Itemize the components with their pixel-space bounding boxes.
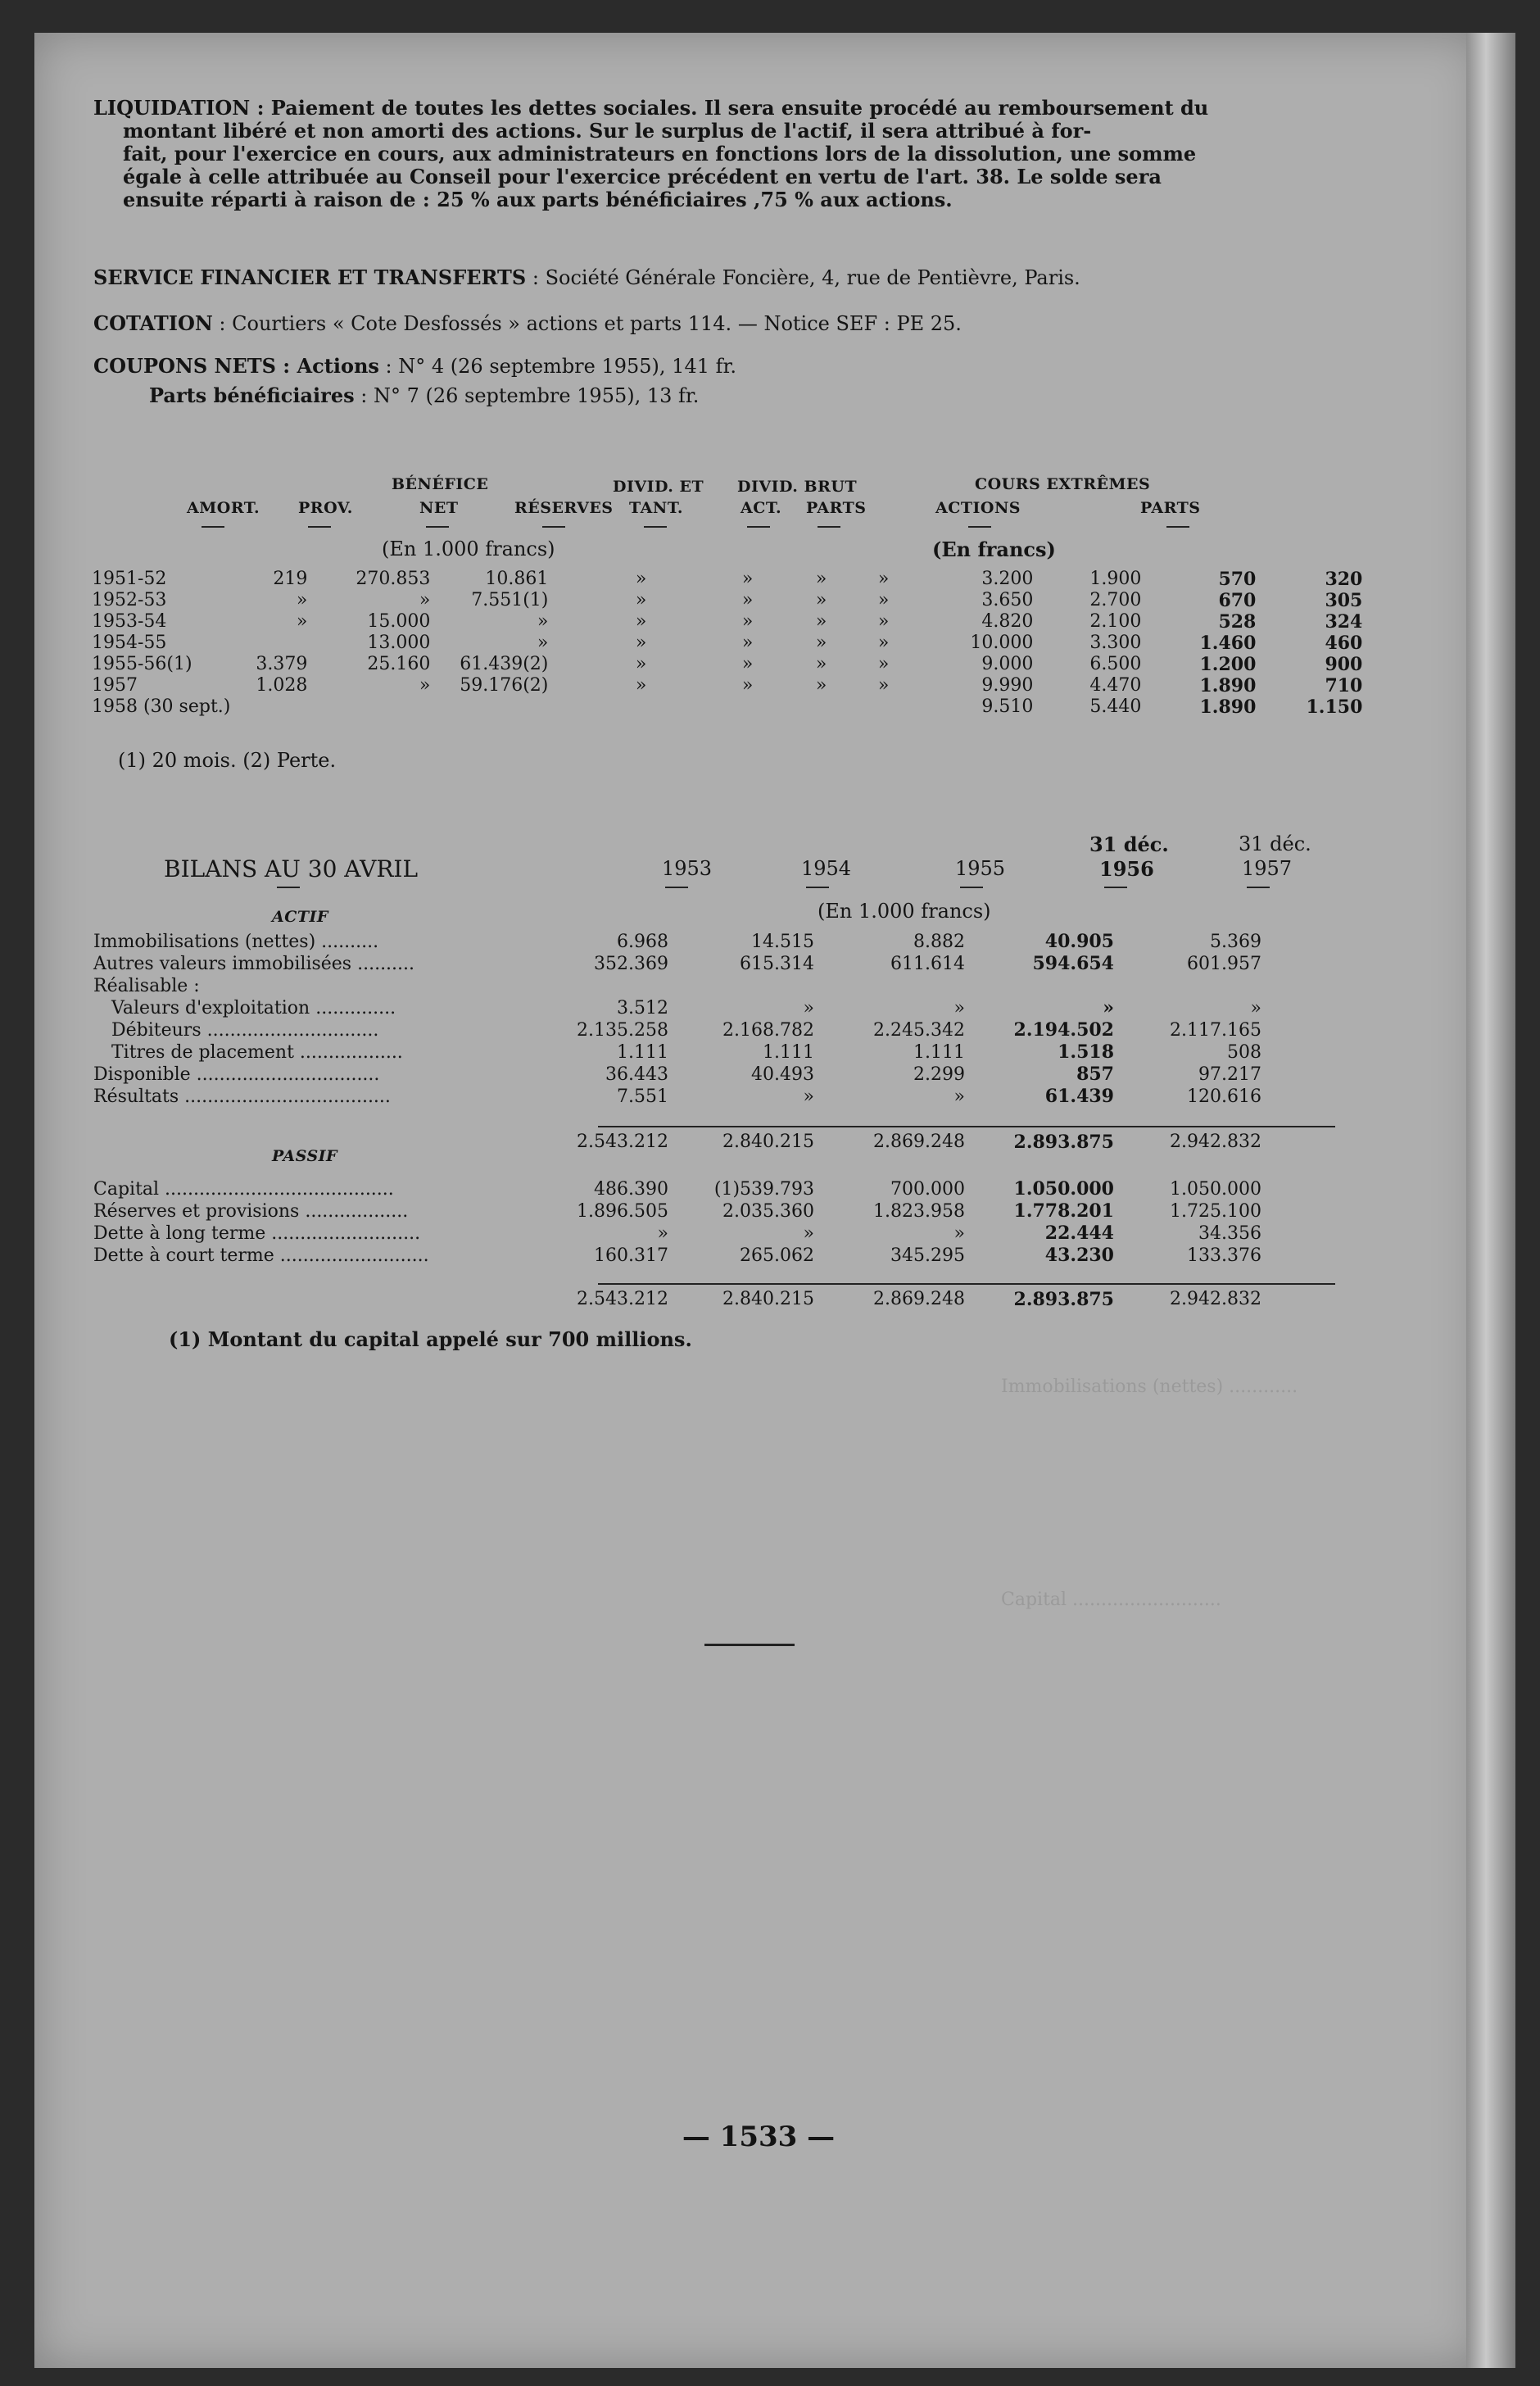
table-cell [548, 696, 646, 718]
table-row [92, 569, 1362, 590]
table-cell: » [635, 611, 647, 632]
table-cell: » [815, 611, 827, 632]
hdr-benefice-bottom: NET [419, 499, 459, 517]
service-line [93, 265, 1080, 289]
table-cell [814, 975, 965, 997]
liquidation-line: égale à celle attribuée au Conseil pour l'exercice précédent en vertu de l'art. 38. Le solde sera [123, 165, 1162, 188]
hdr-brut-parts: PARTS [806, 499, 867, 517]
table-cell: 3.200 [981, 569, 1034, 589]
table-cell: 2.700 [1089, 590, 1142, 610]
table-cell: 1.518 [1058, 1041, 1114, 1063]
passif-total-row [93, 1288, 1261, 1311]
total-cell: 2.942.832 [1170, 1289, 1261, 1309]
table-cell: 59.176(2) [460, 675, 549, 696]
table-row [92, 654, 1362, 675]
table-cell: » [537, 633, 549, 653]
table-cell: 611.614 [890, 954, 965, 974]
table-cell: 594.654 [1032, 953, 1114, 974]
row-label: Réalisable : [93, 976, 200, 996]
table-cell: 43.230 [1044, 1245, 1114, 1266]
table-cell: 22.444 [1044, 1222, 1114, 1244]
table-row [92, 633, 1362, 654]
total-cell: 2.840.215 [722, 1132, 814, 1152]
table-cell: » [1250, 998, 1261, 1018]
row-year: 1958 (30 sept.) [92, 696, 231, 717]
total-cell: 2.893.875 [1013, 1289, 1114, 1310]
prefix-1957: 31 déc. [1239, 832, 1311, 855]
table-cell: » [815, 654, 827, 674]
table-cell: » [635, 654, 647, 674]
table-cell: » [815, 675, 827, 696]
table-cell: 97.217 [1198, 1064, 1261, 1085]
coupons-line-2 [149, 383, 699, 407]
table-cell: 40.493 [751, 1064, 814, 1085]
table-cell: 1.111 [763, 1042, 814, 1063]
table-cell: 219 [273, 569, 308, 589]
table-cell: » [537, 611, 549, 632]
liquidation-line: fait, pour l'exercice en cours, aux administrateurs en fonctions lors de la dissolution, une somme [123, 142, 1197, 166]
table-row [92, 675, 1362, 696]
book-spine [1466, 33, 1515, 2368]
table-cell: 710 [1325, 675, 1363, 696]
table-cell: » [419, 675, 431, 696]
table-cell [753, 696, 827, 718]
table-cell [965, 975, 1114, 997]
year-1957: 1957 [1242, 857, 1293, 880]
table-cell: 2.135.258 [577, 1020, 668, 1041]
row-label: Titres de placement .................. [111, 1042, 403, 1063]
passif-rule [598, 1283, 1335, 1285]
table-cell: 8.882 [913, 932, 965, 952]
total-cell: 2.543.212 [577, 1132, 668, 1152]
table-cell: 508 [1227, 1042, 1261, 1063]
actif-title: ACTIF [272, 908, 328, 926]
hdr-brut-act: ACT. [741, 499, 782, 517]
cotation-line [93, 311, 962, 335]
table-cell: 1.111 [617, 1042, 668, 1063]
table-cell: » [741, 590, 754, 610]
balance-title: BILANS AU 30 AVRIL [164, 855, 419, 882]
table-cell: (1)539.793 [713, 1179, 814, 1200]
table-cell: » [1103, 997, 1114, 1018]
table-row [92, 590, 1362, 611]
table-cell [307, 696, 430, 718]
table-cell: » [815, 569, 827, 589]
table-row [93, 1200, 1261, 1222]
coupons-actions-label: : Actions [275, 354, 379, 378]
table-cell: 857 [1076, 1064, 1114, 1085]
document-page [34, 33, 1483, 2368]
table-cell: » [877, 654, 890, 674]
unit-left: (En 1.000 francs) [382, 538, 555, 560]
table-cell: 1.823.958 [873, 1201, 965, 1222]
table-cell: 7.551(1) [471, 590, 549, 610]
table-cell: » [657, 1223, 668, 1244]
passif-table [93, 1178, 1261, 1267]
table-cell: » [803, 1086, 814, 1107]
coupons-line-1 [93, 354, 736, 378]
hdr-cours-parts: PARTS [1140, 499, 1201, 517]
row-label: Débiteurs .............................. [111, 1020, 379, 1041]
table-row [92, 696, 1362, 718]
actif-total-row [93, 1131, 1261, 1154]
year-1953: 1953 [662, 857, 713, 880]
hdr-amort: AMORT. [187, 499, 260, 517]
table-row [93, 1064, 1261, 1086]
table-cell [230, 696, 307, 718]
table-cell: 352.369 [594, 954, 668, 974]
hdr-reserves: RÉSERVES [514, 499, 614, 517]
table-cell: 6.500 [1089, 654, 1142, 674]
row-label: Autres valeurs immobilisées .......... [93, 954, 415, 974]
table-cell: 9.990 [981, 675, 1034, 696]
hdr-cours-actions: ACTIONS [935, 499, 1021, 517]
table-cell: 1.778.201 [1013, 1200, 1114, 1222]
table-cell [552, 975, 668, 997]
table-cell: 13.000 [367, 633, 431, 653]
balance-dashes [34, 887, 1483, 890]
row-label: Capital ........................................ [93, 1179, 394, 1200]
table-cell: » [877, 611, 890, 632]
table-cell: 1.150 [1306, 696, 1363, 718]
table-cell: » [741, 633, 754, 653]
table-cell: 1.900 [1089, 569, 1142, 589]
table-cell [668, 975, 814, 997]
table-row [93, 1086, 1261, 1108]
section-divider [704, 1644, 795, 1646]
row-label: Valeurs d'exploitation .............. [111, 998, 396, 1018]
table-cell: 160.317 [594, 1245, 668, 1266]
row-year: 1957 [92, 675, 138, 696]
cotation-heading: COTATION [93, 311, 213, 335]
table-cell: » [815, 590, 827, 610]
table-cell: 2.117.165 [1170, 1020, 1261, 1041]
row-label: Immobilisations (nettes) .......... [93, 932, 379, 952]
table-cell: 5.440 [1089, 696, 1142, 717]
table-cell: » [635, 633, 647, 653]
table-cell: 10.861 [485, 569, 549, 589]
table-cell: 2.100 [1089, 611, 1142, 632]
table-cell: » [741, 654, 754, 674]
table-cell: 34.356 [1198, 1223, 1261, 1244]
prefix-1956: 31 déc. [1089, 832, 1169, 856]
service-heading: SERVICE FINANCIER ET TRANSFERTS [93, 265, 527, 289]
hdr-cours-top: COURS EXTRÊMES [975, 475, 1151, 493]
total-label [93, 1288, 552, 1311]
table-cell: 61.439(2) [460, 654, 549, 674]
table-cell: 320 [1325, 569, 1363, 590]
table-cell: » [741, 569, 754, 589]
table-cell: 1.725.100 [1170, 1201, 1261, 1222]
table-cell: 1.200 [1199, 654, 1257, 675]
table-row [93, 997, 1261, 1019]
table-row [92, 611, 1362, 633]
total-cell: 2.942.832 [1170, 1132, 1261, 1152]
table-cell [1114, 975, 1261, 997]
table-cell: 120.616 [1187, 1086, 1261, 1107]
table-cell: » [635, 590, 647, 610]
actif-table [93, 931, 1261, 1108]
table-cell: 9.510 [981, 696, 1034, 717]
table-cell: » [877, 675, 890, 696]
table-cell: 324 [1325, 611, 1363, 633]
coupons-parts-text: : N° 7 (26 septembre 1955), 13 fr. [354, 384, 700, 407]
table-cell: » [296, 611, 308, 632]
table-cell [827, 696, 889, 718]
row-label: Résultats .................................... [93, 1086, 391, 1107]
table-cell: 265.062 [740, 1245, 814, 1266]
actif-rule [598, 1126, 1335, 1127]
coupons-parts-label: Parts bénéficiaires [149, 383, 355, 407]
hdr-divid-bottom: TANT. [629, 499, 684, 517]
table-cell: » [419, 590, 431, 610]
table-cell: 1.050.000 [1013, 1178, 1114, 1200]
table-cell: » [877, 633, 890, 653]
table-cell: 3.300 [1089, 633, 1142, 653]
table-cell: 1.460 [1199, 633, 1257, 654]
table-cell: 1.890 [1199, 696, 1257, 718]
show-through: Capital .......................... [1001, 1590, 1221, 1610]
table-cell: » [296, 590, 308, 610]
table-cell: 2.299 [913, 1064, 965, 1085]
table-cell: 5.369 [1210, 932, 1261, 952]
table-cell: 900 [1325, 654, 1363, 675]
table-cell: 133.376 [1187, 1245, 1261, 1266]
liquidation-line: : Paiement de toutes les dettes sociales. Il sera ensuite procédé au remboursement du [250, 96, 1209, 120]
table-cell: 14.515 [751, 932, 814, 952]
table-cell: » [741, 611, 754, 632]
table-cell: » [953, 1086, 965, 1107]
table-cell: 2.245.342 [873, 1020, 965, 1041]
show-through: Immobilisations (nettes) ............ [1001, 1377, 1298, 1397]
table-cell: » [877, 590, 890, 610]
table-cell [230, 633, 307, 654]
row-year: 1955-56(1) [92, 654, 192, 674]
hdr-brut-top: DIVID. BRUT [737, 478, 858, 496]
year-1954: 1954 [801, 857, 852, 880]
total-cell: 2.543.212 [577, 1289, 668, 1309]
table-cell: 61.439 [1044, 1086, 1114, 1107]
cotation-text: : Courtiers « Cote Desfossés » actions et parts 114. — Notice SEF : PE 25. [212, 312, 962, 335]
table-cell: 1.028 [256, 675, 308, 696]
table-cell: 460 [1325, 633, 1363, 654]
table-cell: 9.000 [981, 654, 1034, 674]
table-cell: 4.820 [981, 611, 1034, 632]
table-cell: 2.035.360 [722, 1201, 814, 1222]
total-cell: 2.869.248 [873, 1132, 965, 1152]
table-cell: 25.160 [367, 654, 431, 674]
table-row [93, 1245, 1261, 1267]
table-cell: 6.968 [617, 932, 668, 952]
table-cell: » [877, 569, 890, 589]
balance-footnote: (1) Montant du capital appelé sur 700 millions. [169, 1327, 692, 1351]
table-cell: 3.379 [256, 654, 308, 674]
total-row [93, 1288, 1261, 1311]
table-row [93, 1178, 1261, 1200]
liquidation-paragraph [93, 97, 1368, 211]
row-year: 1952-53 [92, 590, 167, 610]
table-cell: 486.390 [594, 1179, 668, 1200]
table-cell: 1.111 [913, 1042, 965, 1063]
table-row [93, 1019, 1261, 1041]
coupons-actions-text: : N° 4 (26 septembre 1955), 141 fr. [378, 355, 736, 378]
page-number: — 1533 — [682, 2121, 836, 2153]
table-cell [646, 696, 753, 718]
passif-title: PASSIF [272, 1147, 338, 1165]
year-1956: 1956 [1099, 857, 1154, 881]
row-label: Réserves et provisions .................. [93, 1201, 409, 1222]
row-label: Dette à court terme .......................... [93, 1245, 429, 1266]
results-table [92, 569, 1362, 718]
table-cell: 7.551 [617, 1086, 668, 1107]
table-cell: 615.314 [740, 954, 814, 974]
table-cell: » [953, 1223, 965, 1244]
table-cell: 36.443 [605, 1064, 668, 1085]
table-cell: 570 [1218, 569, 1257, 590]
row-year: 1954-55 [92, 633, 167, 653]
table-cell: 2.168.782 [722, 1020, 814, 1041]
row-year: 1951-52 [92, 569, 167, 589]
row-label: Dette à long terme .......................... [93, 1223, 421, 1244]
table-cell: 3.512 [617, 998, 668, 1018]
table-cell: 15.000 [367, 611, 431, 632]
liquidation-line: montant libéré et non amorti des actions. Sur le surplus de l'actif, il sera attribué à for- [123, 119, 1092, 143]
liquidation-heading: LIQUIDATION [93, 96, 251, 120]
total-row [93, 1131, 1261, 1154]
table-cell: 40.905 [1044, 931, 1114, 952]
total-cell: 2.840.215 [722, 1289, 814, 1309]
table-row [93, 975, 1261, 997]
table-row [93, 953, 1261, 975]
table-cell: 1.050.000 [1170, 1179, 1261, 1200]
table-cell: 270.853 [356, 569, 431, 589]
results-footnote: (1) 20 mois. (2) Perte. [118, 749, 337, 772]
total-cell: 2.869.248 [873, 1289, 965, 1309]
liquidation-line: ensuite réparti à raison de : 25 % aux parts bénéficiaires ,75 % aux actions. [123, 188, 953, 211]
hdr-prov: PROV. [298, 499, 353, 517]
hdr-divid-top: DIVID. ET [613, 478, 704, 496]
table-cell: 1.890 [1199, 675, 1257, 696]
table-cell [430, 696, 548, 718]
balance-unit: (En 1.000 francs) [818, 900, 991, 923]
table-cell: 670 [1218, 590, 1257, 611]
table-cell: 1.896.505 [577, 1201, 668, 1222]
hdr-benefice-top: BÉNÉFICE [392, 475, 489, 493]
table-cell: 2.194.502 [1013, 1019, 1114, 1041]
coupons-heading: COUPONS NETS [93, 354, 276, 378]
table-cell: 700.000 [890, 1179, 965, 1200]
table-cell: 528 [1218, 611, 1257, 633]
table-cell: 345.295 [890, 1245, 965, 1266]
table-cell: » [635, 569, 647, 589]
table-cell: 601.957 [1187, 954, 1261, 974]
year-1955: 1955 [955, 857, 1006, 880]
total-cell: 2.893.875 [1013, 1132, 1114, 1153]
service-text: : Société Générale Foncière, 4, rue de Pentièvre, Paris. [526, 266, 1080, 289]
table-cell: » [953, 998, 965, 1018]
table-row [93, 1041, 1261, 1064]
table-row [93, 1222, 1261, 1245]
row-year: 1953-54 [92, 611, 167, 632]
table-cell: 3.650 [981, 590, 1034, 610]
unit-right: (En francs) [932, 538, 1056, 561]
header-dashes [34, 526, 1483, 529]
table-cell: 4.470 [1089, 675, 1142, 696]
table-cell: » [815, 633, 827, 653]
table-cell: » [741, 675, 754, 696]
table-cell: » [803, 1223, 814, 1244]
table-cell: 305 [1325, 590, 1363, 611]
table-row [93, 931, 1261, 953]
row-label: Disponible ................................ [93, 1064, 380, 1085]
table-cell: » [803, 998, 814, 1018]
table-cell: 10.000 [970, 633, 1034, 653]
table-cell: » [635, 675, 647, 696]
